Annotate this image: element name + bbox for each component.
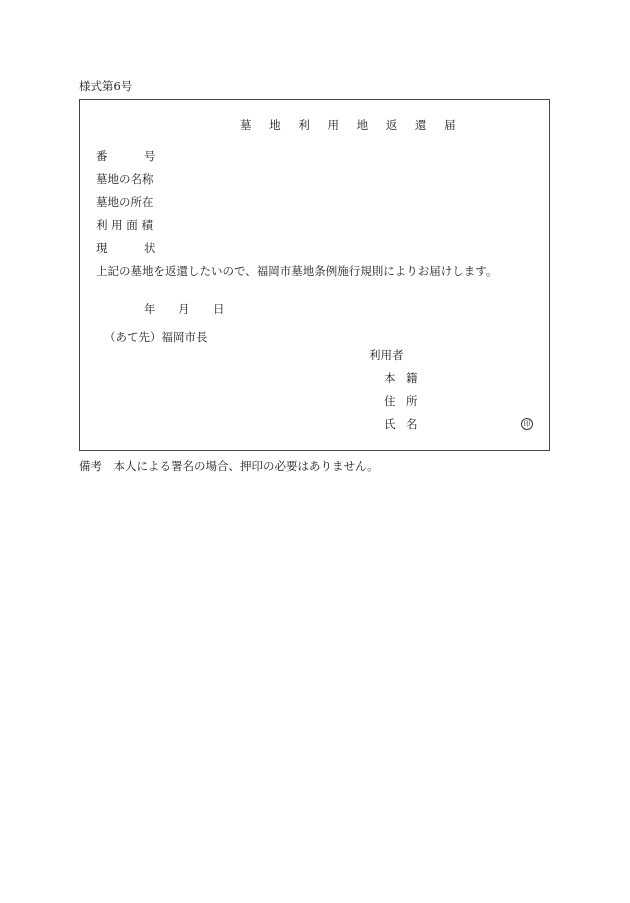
address-label-1: 住 [384, 394, 396, 408]
field-status-label-1: 現 [96, 241, 108, 255]
field-number-label-2: 号 [144, 149, 156, 163]
domicile-label-2: 籍 [406, 371, 418, 385]
field-cemetery-location-label: 墓地の所在 [96, 195, 154, 209]
date-year-label: 年 [144, 302, 156, 316]
form-title: 墓 地 利 用 地 返 還 届 [240, 118, 463, 132]
field-number-label-1: 番 [96, 149, 108, 163]
name-label-2: 名 [406, 417, 418, 431]
date-month-label: 月 [178, 302, 190, 316]
name-label-1: 氏 [384, 417, 396, 431]
field-usage-area-label: 利 用 面 積 [96, 218, 153, 232]
form-number: 様式第6号 [79, 79, 133, 93]
statement-text: 上記の墓地を返還したいので、福岡市墓地条例施行規則によりお届けします。 [96, 264, 498, 278]
address-label-2: 所 [406, 394, 418, 408]
seal-mark-text: 印 [521, 418, 533, 430]
domicile-label-1: 本 [384, 371, 396, 385]
field-status-label-2: 状 [144, 241, 156, 255]
applicant-heading: 利用者 [369, 348, 404, 362]
remark-text: 備考 本人による署名の場合、押印の必要はありません。 [79, 459, 379, 473]
addressee: （あて先）福岡市長 [104, 330, 208, 344]
field-cemetery-name-label: 墓地の名称 [96, 172, 154, 186]
date-day-label: 日 [213, 302, 225, 316]
seal-mark-icon [521, 417, 533, 430]
